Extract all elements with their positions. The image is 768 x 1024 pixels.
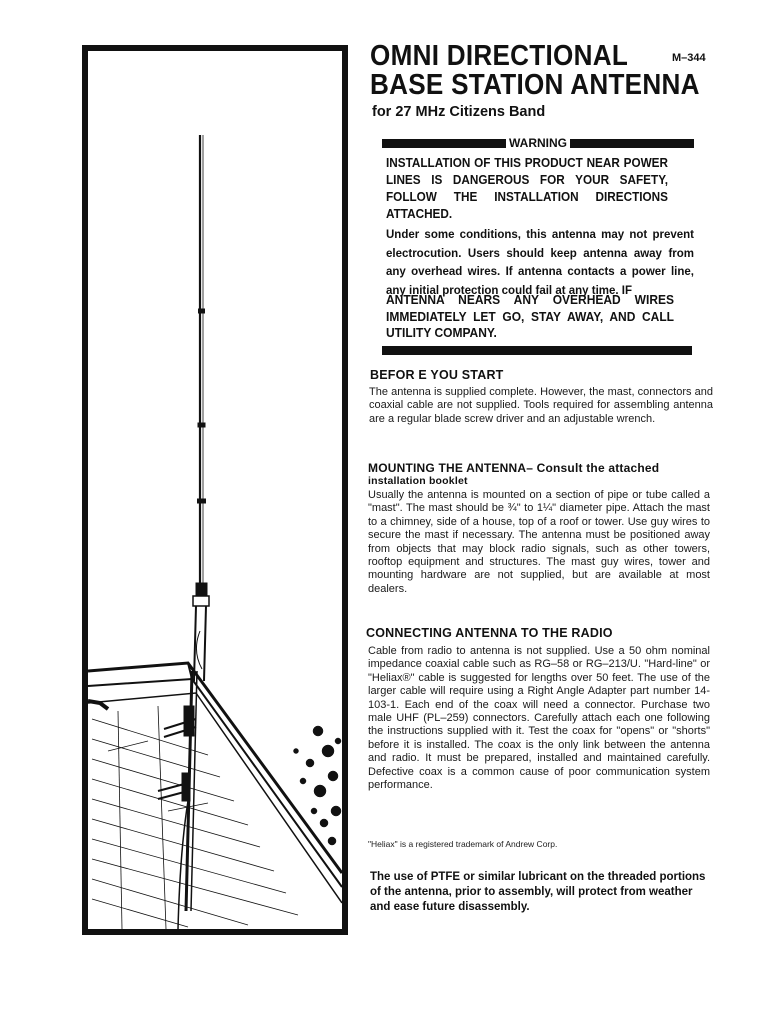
warning-rule-left	[382, 139, 506, 148]
ptfe-note: The use of PTFE or similar lubricant on the threaded portions of the antenna, prior to assembly, will protect from weather and ease future disassembly.	[370, 871, 706, 913]
warning-banner	[382, 137, 694, 149]
antenna-drawing	[88, 51, 342, 929]
connecting-text: Cable from radio to antenna is not supplied. Use a 50 ohm nominal impedance coaxial cable such as RG–58 or RG–213/U. "Hard-line" or "Heliax®" cable is suggested for lengths over 50 feet. The use of the larger cable will require using a Right Angle Adapter part number 14-103-1. Each end of the coax will need a connector. Purchase two male UHF (PL–259) connectors. Carefully attach each one following the instructions supplied with it. Test the coax for "opens" or "shorts" before it is installed. The coax is the only link between the antenna and radio. It must be prepared, installed and maintained carefully. Defective coax is a common cause of poor communication system performance.	[368, 645, 710, 792]
title-line-2: BASE STATION ANTENNA	[370, 69, 700, 101]
title-line-1: OMNI DIRECTIONAL	[370, 40, 629, 72]
warning-tail-text: ANTENNA NEARS ANY OVERHEAD WIRES IMMEDIATELY LET GO, STAY AWAY, AND CALL UTILITY COMPANY.	[386, 293, 674, 340]
heliax-footnote: "Heliax" is a registered trademark of Andrew Corp.	[368, 839, 558, 849]
mounting-heading: MOUNTING THE ANTENNA– Consult the attached	[368, 461, 660, 475]
document-subtitle: for 27 MHz Citizens Band	[372, 104, 546, 120]
warning-label: WARNING	[509, 136, 567, 150]
antenna-whip	[193, 135, 209, 681]
shrub-drawing	[294, 726, 342, 845]
roof-drawing	[88, 663, 342, 929]
warning-caps-text: INSTALLATION OF THIS PRODUCT NEAR POWER LINES IS DANGEROUS FOR YOUR SAFETY, FOLLOW THE INSTALLATION DIRECTIONS ATTACHED.	[386, 156, 668, 221]
mounting-text: Usually the antenna is mounted on a section of pipe or tube called a "mast". The mast should be ¾" to 1¼" diameter pipe. Attach the mast to a chimney, side of a house, top of a roof or tower. Use guy wires to secure the mast if necessary. The antenna must be positioned away from objects that may block radio signals, such as other towers, rooftop equipment and structures. The mast guy wires, tower and mounting hardware are not supplied, but are available at most dealers.	[368, 489, 710, 595]
connecting-heading: CONNECTING ANTENNA TO THE RADIO	[366, 626, 613, 640]
before-start-heading: BEFOR E YOU START	[370, 368, 504, 382]
warning-body-text: Under some conditions, this antenna may not prevent electrocution. Users should keep antenna away from any overhead wires. If antenna contacts a power line, any initial protection could fail at any time. IF	[386, 229, 694, 297]
mounting-subheading: installation booklet	[368, 475, 468, 487]
antenna-illustration	[82, 45, 348, 935]
warning-rule-right	[570, 139, 694, 148]
model-number: M–344	[672, 52, 706, 64]
before-start-text: The antenna is supplied complete. However, the mast, connectors and coaxial cable are not supplied. Tools required for assembling antenna are a regular blade screw driver and an adjustable wrench.	[369, 386, 713, 425]
warning-bottom-rule	[382, 346, 692, 355]
